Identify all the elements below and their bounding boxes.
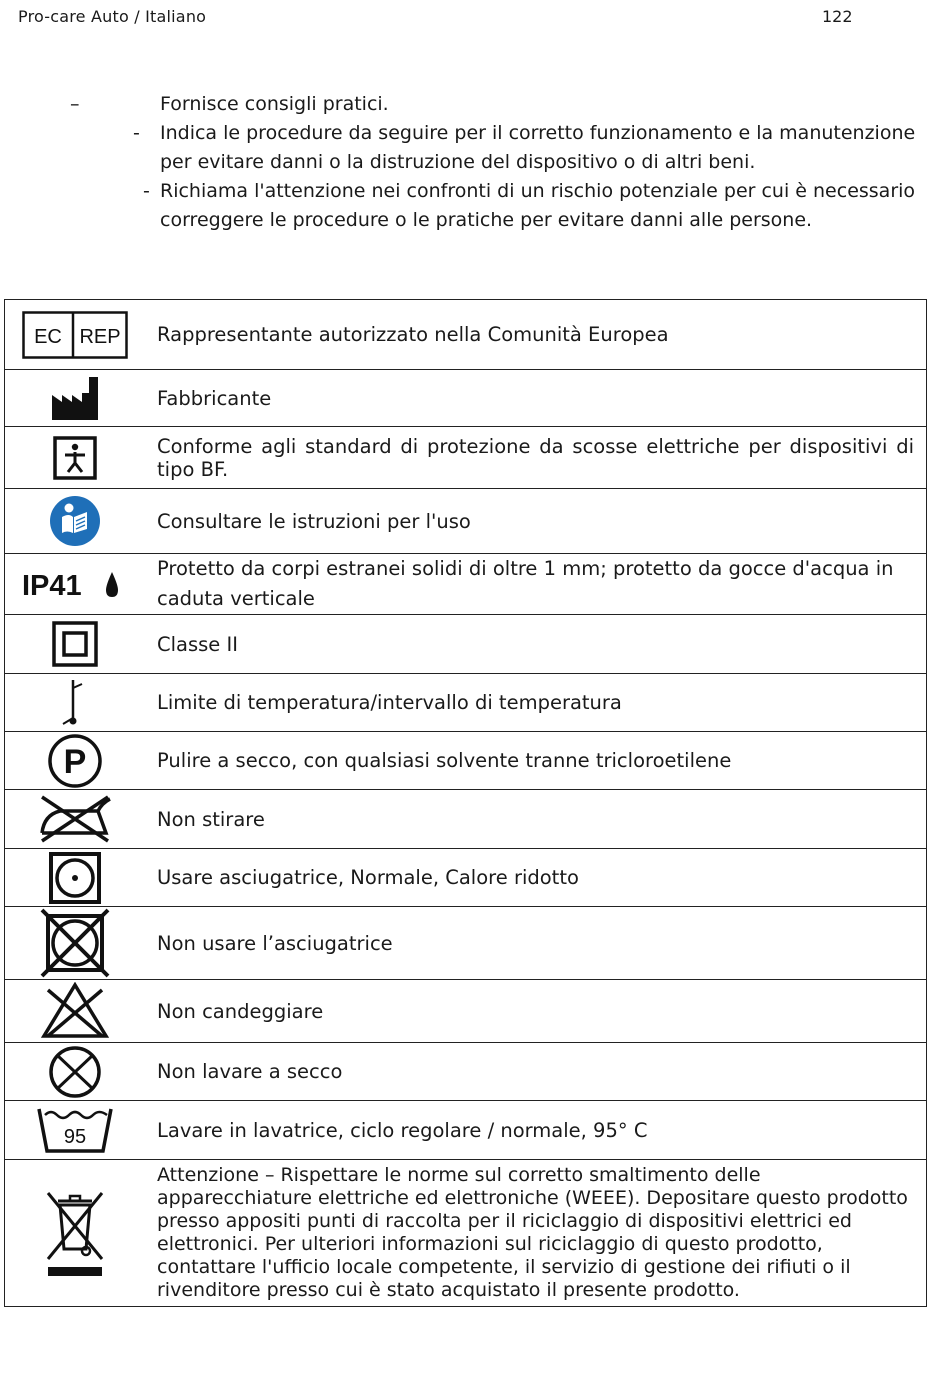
symbol-description: Pulire a secco, con qualsiasi solvente tranne tricloroetilene [145, 732, 927, 790]
table-row [5, 1043, 927, 1101]
symbol-description: Rappresentante autorizzato nella Comunità Europea [145, 300, 927, 370]
table-row [5, 980, 927, 1043]
do-not-dry-clean-icon [5, 1043, 146, 1101]
weee-bin-icon [5, 1160, 146, 1307]
bullet-dash: - [143, 180, 150, 202]
symbol-description: Non candeggiare [145, 980, 927, 1043]
bullet-dash: – [70, 93, 80, 115]
table-row [5, 300, 927, 370]
machine-wash-95-icon [5, 1101, 146, 1160]
table-row [5, 849, 927, 907]
symbol-description: Protetto da corpi estranei solidi di oltre 1 mm; protetto da gocce d'acqua in caduta verticale [145, 554, 927, 615]
header-document-title: Pro-care Auto / Italiano [18, 7, 207, 26]
symbol-description: Usare asciugatrice, Normale, Calore ridotto [145, 849, 927, 907]
symbol-description: Non stirare [145, 790, 927, 849]
ip41-icon [5, 554, 146, 615]
symbols-table [4, 299, 927, 1307]
do-not-bleach-icon [5, 980, 146, 1043]
weee-line: elettronici. Per ulteriori informazioni sul riciclaggio di questo prodotto, [157, 1233, 823, 1255]
symbol-description: Limite di temperatura/intervallo di temperatura [145, 674, 927, 732]
do-not-tumble-dry-icon [5, 907, 146, 980]
ec-rep-icon [5, 300, 146, 370]
weee-line: presso appositi punti di raccolta per il riciclaggio di dispositivi elettrici ed [157, 1210, 852, 1232]
temperature-limit-icon [5, 674, 146, 732]
weee-line: rivenditore presso cui è stato acquistato il presente prodotto. [157, 1279, 740, 1301]
p-label: P [63, 742, 87, 781]
weee-line: apparecchiature elettriche ed elettroniche (WEEE). Depositare questo prodotto [157, 1187, 908, 1209]
bullet-text: Fornisce consigli pratici. [160, 93, 389, 115]
table-row [5, 1101, 927, 1160]
bullet-text: Indica le procedure da seguire per il corretto funzionamento e la manutenzione [160, 122, 916, 144]
symbol-description: Conforme agli standard di protezione da scosse elettriche per dispositivi di tipo BF. [145, 427, 927, 489]
class-ii-icon [5, 615, 146, 674]
table-row [5, 370, 927, 427]
wash-temp-label: 95 [63, 1126, 87, 1148]
ec-label: EC [34, 325, 62, 348]
table-row [5, 790, 927, 849]
table-row [5, 907, 927, 980]
do-not-iron-icon [5, 790, 146, 849]
bullet-text: correggere le procedure o le pratiche per evitare danni alle persone. [160, 209, 813, 231]
weee-line: Attenzione – Rispettare le norme sul corretto smaltimento delle [157, 1164, 761, 1186]
bullet-text: per evitare danni o la distruzione del dispositivo o di altri beni. [160, 151, 756, 173]
table-row [5, 489, 927, 554]
bullet-dash: - [133, 122, 140, 144]
symbol-description: Fabbricante [145, 370, 927, 427]
bullet-text: Richiama l'attenzione nei confronti di un rischio potenziale per cui è necessario [160, 180, 916, 202]
symbol-description: Non lavare a secco [145, 1043, 927, 1101]
weee-line: contattare l'ufficio locale competente, il servizio di gestione dei rifiuti o il [157, 1256, 851, 1278]
table-row [5, 732, 927, 790]
dry-clean-p-icon [5, 732, 146, 790]
ip41-label: IP41 [22, 570, 82, 602]
symbol-description: Classe II [145, 615, 927, 674]
consult-instructions-icon [5, 489, 146, 554]
table-row [5, 674, 927, 732]
page-number: 122 [822, 7, 853, 26]
tumble-dry-icon [5, 849, 146, 907]
table-row [5, 1160, 927, 1307]
symbol-description: Non usare l’asciugatrice [145, 907, 927, 980]
symbol-description: Consultare le istruzioni per l'uso [145, 489, 927, 554]
manufacturer-icon [5, 370, 146, 427]
symbol-description: Lavare in lavatrice, ciclo regolare / normale, 95° C [145, 1101, 927, 1160]
table-row [5, 615, 927, 674]
table-row [5, 427, 927, 489]
table-row [5, 554, 927, 615]
weee-description [145, 1160, 927, 1307]
rep-label: REP [79, 325, 121, 348]
type-bf-icon [5, 427, 146, 489]
